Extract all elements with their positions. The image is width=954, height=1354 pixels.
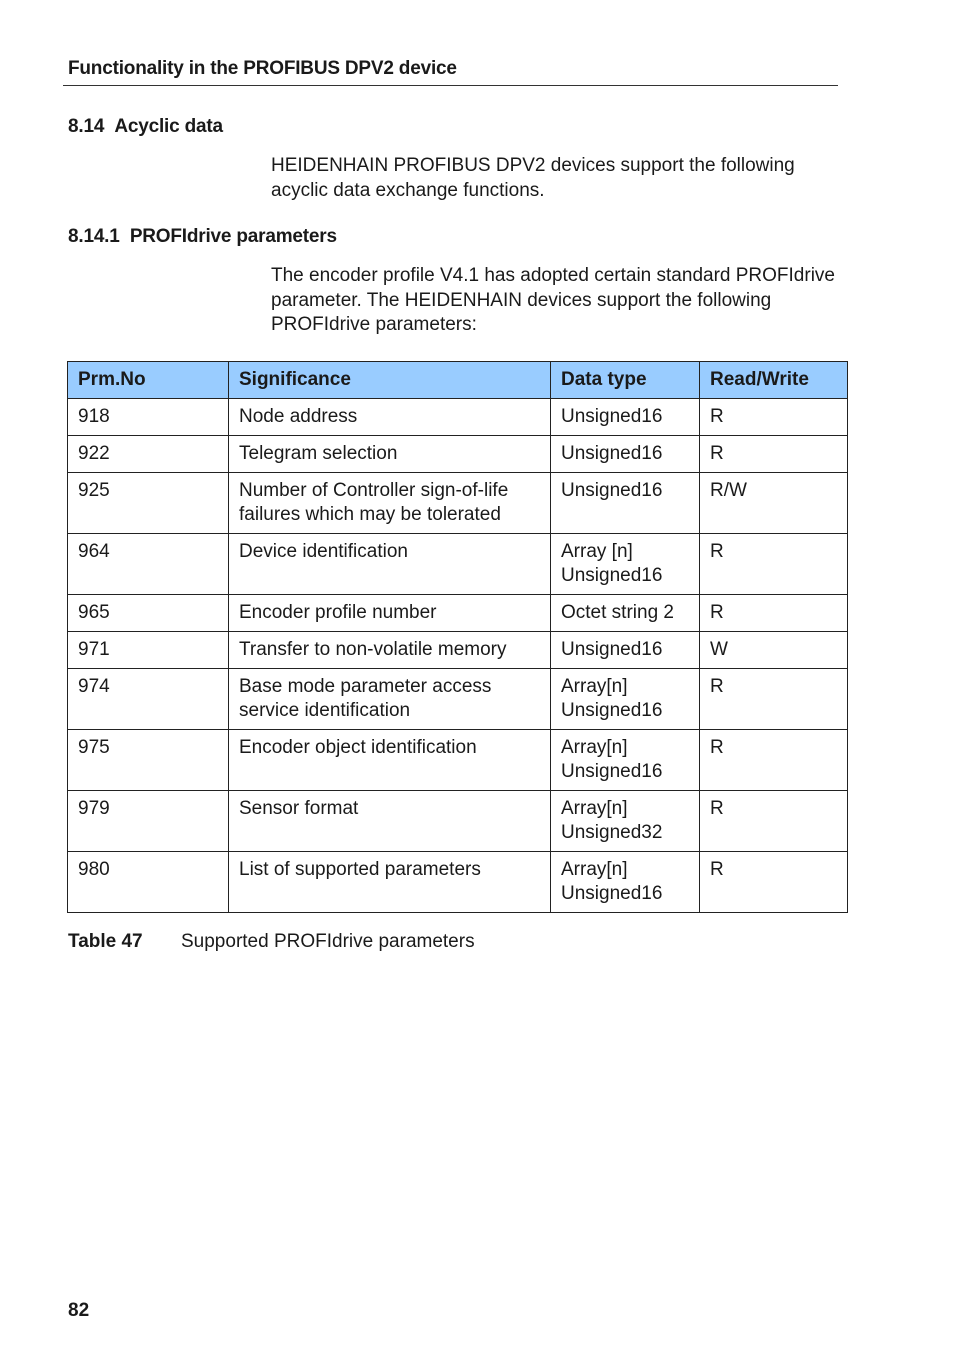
cell-data-type: Array [n] Unsigned16 [551,534,700,595]
cell-prm-no: 974 [68,669,229,730]
header-rule [63,85,838,86]
section-text: HEIDENHAIN PROFIBUS DPV2 devices support the following acyclic data exchange functions. [271,155,795,201]
cell-significance: Telegram selection [229,436,551,473]
cell-data-type: Array[n] Unsigned16 [551,730,700,791]
page-number: 82 [68,1300,90,1321]
subsection-text: The encoder profile V4.1 has adopted certain standard PROFIdrive parameter. The HEIDENHAIN devices support the following PROFIdrive parameters: [271,265,835,335]
cell-significance: Sensor format [229,791,551,852]
cell-prm-no: 980 [68,852,229,913]
cell-data-type: Unsigned16 [551,473,700,534]
caption-label: Table 47 [68,931,143,952]
header-significance: Significance [229,362,551,399]
table-row [68,730,848,791]
cell-prm-no: 918 [68,399,229,436]
cell-prm-no: 964 [68,534,229,595]
section-number: 8.14 [68,116,105,137]
cell-data-type: Array[n] Unsigned16 [551,669,700,730]
cell-significance: Transfer to non-volatile memory [229,632,551,669]
table-row [68,669,848,730]
header-data-type: Data type [551,362,700,399]
table-row [68,852,848,913]
cell-read-write: R/W [700,473,848,534]
cell-read-write: R [700,852,848,913]
header-prm-no: Prm.No [68,362,229,399]
caption-text: Supported PROFIdrive parameters [181,931,475,952]
table-row [68,791,848,852]
cell-data-type: Octet string 2 [551,595,700,632]
subsection-heading [68,226,337,248]
cell-read-write: R [700,669,848,730]
parameters-table [67,361,848,913]
cell-significance: Node address [229,399,551,436]
cell-prm-no: 975 [68,730,229,791]
cell-read-write: W [700,632,848,669]
cell-significance: Number of Controller sign-of-life failures which may be tolerated [229,473,551,534]
subsection-number: 8.14.1 [68,226,120,247]
cell-read-write: R [700,730,848,791]
cell-data-type: Unsigned16 [551,436,700,473]
cell-significance: List of supported parameters [229,852,551,913]
cell-data-type: Unsigned16 [551,399,700,436]
table-row [68,632,848,669]
table-row [68,473,848,534]
table-caption [68,931,475,953]
cell-data-type: Unsigned16 [551,632,700,669]
cell-significance: Base mode parameter access service identification [229,669,551,730]
cell-read-write: R [700,534,848,595]
cell-data-type: Array[n] Unsigned16 [551,852,700,913]
running-header: Functionality in the PROFIBUS DPV2 device [68,58,457,79]
cell-prm-no: 965 [68,595,229,632]
cell-read-write: R [700,399,848,436]
cell-significance: Encoder profile number [229,595,551,632]
cell-prm-no: 979 [68,791,229,852]
table-row [68,595,848,632]
section-title: Acyclic data [114,116,223,137]
table-header-row [68,362,848,399]
table-row [68,399,848,436]
header-read-write: Read/Write [700,362,848,399]
section-heading [68,116,223,138]
cell-significance: Device identification [229,534,551,595]
table-row [68,534,848,595]
cell-data-type: Array[n] Unsigned32 [551,791,700,852]
cell-prm-no: 925 [68,473,229,534]
cell-significance: Encoder object identification [229,730,551,791]
cell-read-write: R [700,436,848,473]
cell-prm-no: 971 [68,632,229,669]
cell-read-write: R [700,595,848,632]
cell-prm-no: 922 [68,436,229,473]
table-row [68,436,848,473]
cell-read-write: R [700,791,848,852]
subsection-title: PROFIdrive parameters [129,226,337,247]
